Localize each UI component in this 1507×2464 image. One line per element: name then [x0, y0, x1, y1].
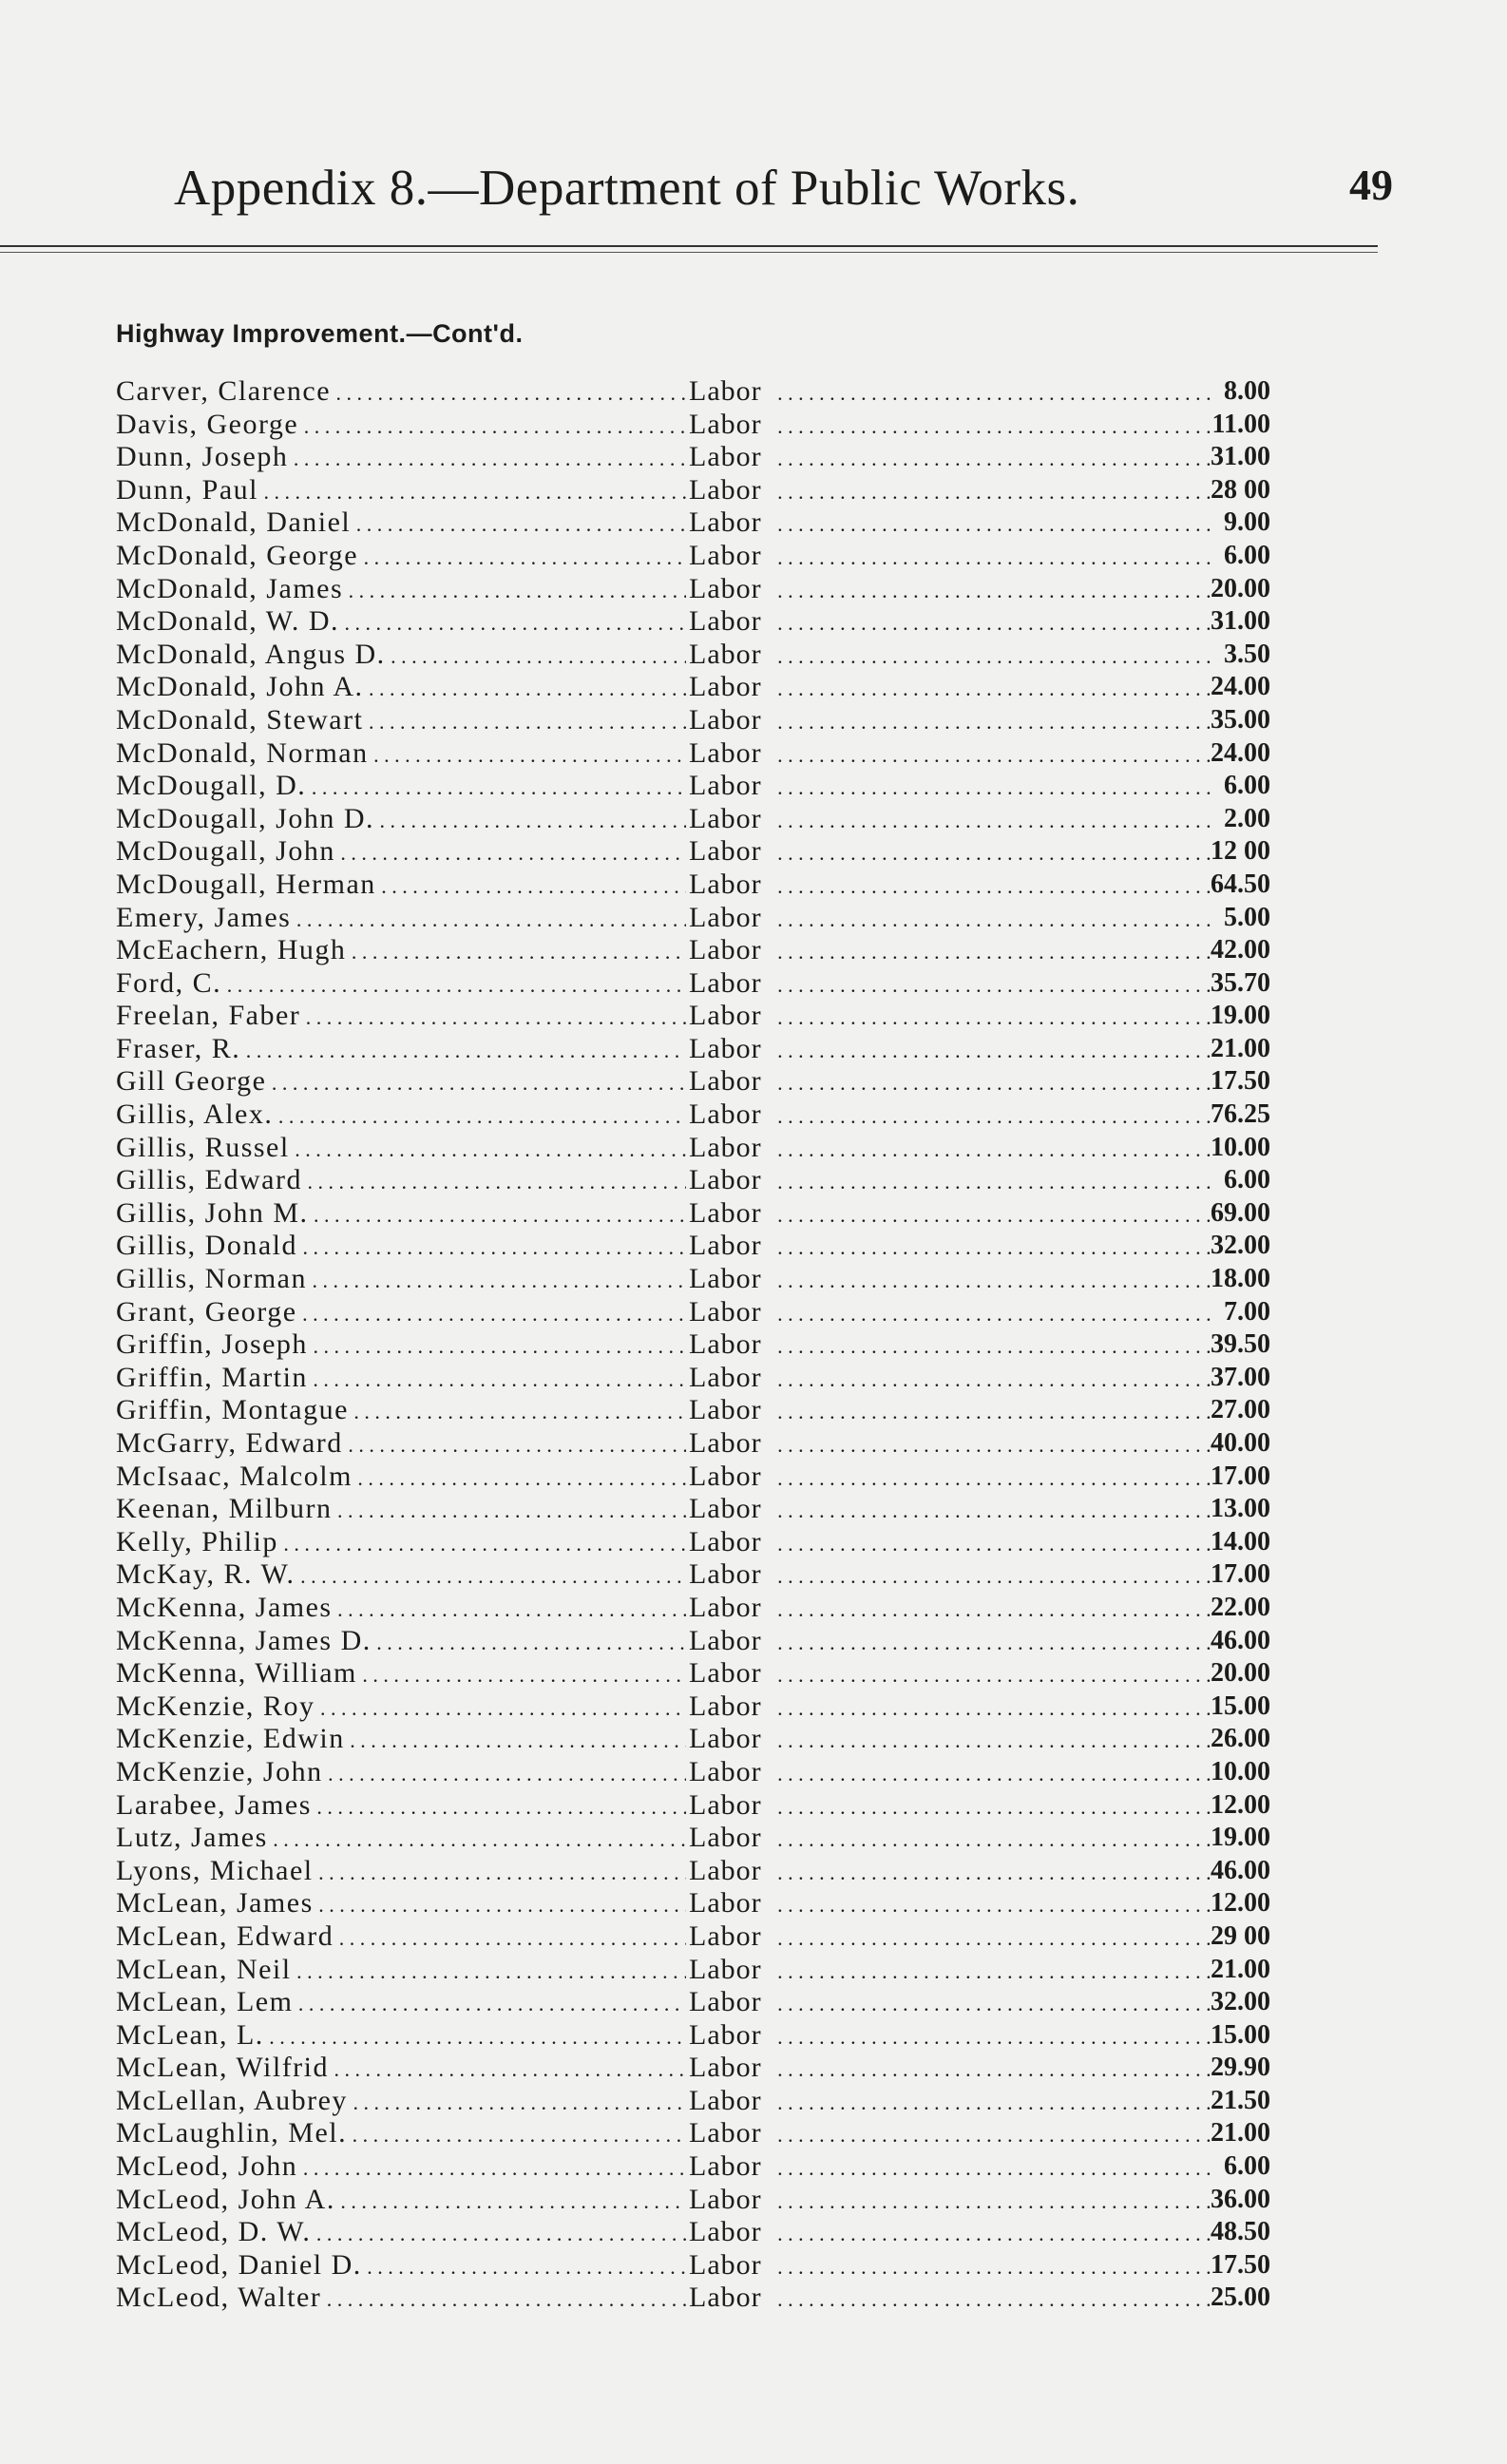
list-item	[116, 1164, 1270, 1197]
list-item	[116, 375, 1270, 409]
work-type: Labor . . .	[689, 1000, 1221, 1035]
payee-name: McLean, Edward . . .	[116, 1920, 686, 1956]
work-type: Labor . . .	[689, 1427, 1221, 1462]
amount: 21.00	[1211, 1954, 1270, 1984]
amount: 18.00	[1211, 1264, 1270, 1294]
page-header	[0, 143, 1507, 219]
payee-name: Ford, C. . . .	[116, 967, 686, 1003]
amount: 39.50	[1211, 1329, 1270, 1360]
payee-name: McKenna, James D. . . .	[116, 1625, 686, 1660]
amount: 37.00	[1211, 1362, 1270, 1392]
list-item	[116, 835, 1270, 869]
payee-name: McKenna, William . . .	[116, 1657, 686, 1692]
amount: 25.00	[1211, 2283, 1270, 2313]
work-type: Labor . . .	[689, 506, 1221, 542]
list-item	[116, 2184, 1270, 2217]
list-item	[116, 1954, 1270, 1987]
work-type: Labor . . .	[689, 2085, 1221, 2120]
running-title: Appendix 8.—Department of Public Works.	[174, 161, 1080, 216]
payee-name: McLean, L. . . .	[116, 2019, 686, 2054]
amount: 26.00	[1211, 1724, 1270, 1754]
payee-name: McDougall, John . . .	[116, 835, 686, 870]
amount: 46.00	[1211, 1625, 1270, 1655]
list-item	[116, 1362, 1270, 1395]
amount: 17.50	[1211, 1066, 1270, 1097]
list-item	[116, 639, 1270, 672]
list-item	[116, 1098, 1270, 1132]
amount: 21.00	[1211, 2118, 1270, 2149]
payee-name: Griffin, Martin . . .	[116, 1362, 686, 1397]
list-item	[116, 605, 1270, 639]
payee-name: McDonald, Daniel . . .	[116, 506, 686, 542]
payee-name: McLeod, John A. . . .	[116, 2184, 686, 2219]
work-type: Labor . . .	[689, 1789, 1221, 1824]
amount: 6.00	[1224, 771, 1270, 801]
list-item	[116, 1756, 1270, 1789]
list-item	[116, 1690, 1270, 1724]
list-item	[116, 1855, 1270, 1888]
list-item	[116, 441, 1270, 474]
work-type: Labor . . .	[689, 1394, 1221, 1429]
work-type: Labor . . .	[689, 1920, 1221, 1956]
work-type: Labor . . .	[689, 1657, 1221, 1692]
payee-name: McLeod, D. W. . . .	[116, 2216, 686, 2251]
list-item	[116, 1132, 1270, 1165]
list-item	[116, 573, 1270, 606]
list-item	[116, 409, 1270, 442]
amount: 15.00	[1211, 2019, 1270, 2050]
list-item	[116, 474, 1270, 507]
list-item	[116, 1493, 1270, 1526]
work-type: Labor . . .	[689, 409, 1221, 444]
amount: 76.25	[1211, 1099, 1270, 1130]
payee-name: McDonald, James . . .	[116, 573, 686, 608]
payee-name: Lyons, Michael . . .	[116, 1855, 686, 1890]
payee-name: Larabee, James . . .	[116, 1789, 686, 1824]
list-item	[116, 1427, 1270, 1461]
payee-name: Gillis, John M. . . .	[116, 1197, 686, 1232]
payee-name: McDonald, Stewart . . .	[116, 704, 686, 739]
work-type: Labor . . .	[689, 2184, 1221, 2219]
list-item	[116, 1986, 1270, 2019]
list-item	[116, 2085, 1270, 2118]
work-type: Labor . . .	[689, 671, 1221, 706]
amount: 7.00	[1224, 1296, 1270, 1327]
work-type: Labor . . .	[689, 967, 1221, 1003]
work-type: Labor . . .	[689, 1887, 1221, 1922]
work-type: Labor . . .	[689, 1526, 1221, 1561]
amount: 19.00	[1211, 1823, 1270, 1853]
payee-name: McLean, Wilfrid . . .	[116, 2052, 686, 2087]
work-type: Labor . . .	[689, 605, 1221, 640]
work-type: Labor . . .	[689, 1822, 1221, 1857]
payee-name: McDonald, W. D. . . .	[116, 605, 686, 640]
amount: 28 00	[1211, 474, 1270, 505]
amount: 10.00	[1211, 1132, 1270, 1162]
list-item	[116, 540, 1270, 573]
amount: 36.00	[1211, 2184, 1270, 2214]
section-heading: Highway Improvement.—Cont'd.	[116, 319, 524, 348]
amount: 31.00	[1211, 606, 1270, 637]
amount: 35.00	[1211, 704, 1270, 735]
amount: 32.00	[1211, 1987, 1270, 2017]
work-type: Labor . . .	[689, 1230, 1221, 1265]
amount: 48.50	[1211, 2217, 1270, 2247]
payee-name: McKenzie, Roy . . .	[116, 1690, 686, 1726]
work-type: Labor . . .	[689, 1197, 1221, 1232]
payee-name: Keenan, Milburn . . .	[116, 1493, 686, 1528]
payee-name: McLaughlin, Mel. . . .	[116, 2117, 686, 2152]
work-type: Labor . . .	[689, 1461, 1221, 1496]
work-type: Labor . . .	[689, 1164, 1221, 1199]
amount: 21.50	[1211, 2085, 1270, 2115]
payee-name: Kelly, Philip . . .	[116, 1526, 686, 1561]
amount: 21.00	[1211, 1033, 1270, 1063]
work-type: Labor . . .	[689, 1592, 1221, 1627]
work-type: Labor . . .	[689, 1098, 1221, 1134]
list-item	[116, 1263, 1270, 1296]
work-type: Labor . . .	[689, 639, 1221, 674]
amount: 6.00	[1224, 2151, 1270, 2182]
list-item	[116, 1592, 1270, 1625]
payee-name: Dunn, Paul . . .	[116, 474, 686, 509]
work-type: Labor . . .	[689, 441, 1221, 476]
amount: 31.00	[1211, 442, 1270, 472]
amount: 6.00	[1224, 1165, 1270, 1195]
payee-name: Griffin, Montague . . .	[116, 1394, 686, 1429]
amount: 17.00	[1211, 1461, 1270, 1491]
list-item	[116, 934, 1270, 967]
list-item	[116, 1723, 1270, 1756]
list-item	[116, 1920, 1270, 1954]
amount: 29.90	[1211, 2053, 1270, 2083]
payee-name: Lutz, James . . .	[116, 1822, 686, 1857]
payee-name: McLellan, Aubrey . . .	[116, 2085, 686, 2120]
header-rule	[0, 245, 1378, 247]
work-type: Labor . . .	[689, 1558, 1221, 1594]
payee-name: McLeod, John . . .	[116, 2150, 686, 2186]
amount: 12.00	[1211, 1789, 1270, 1820]
list-item	[116, 2216, 1270, 2249]
work-type: Labor . . .	[689, 803, 1221, 838]
list-item	[116, 2052, 1270, 2085]
payee-name: Carver, Clarence . . .	[116, 375, 686, 411]
work-type: Labor . . .	[689, 1625, 1221, 1660]
list-item	[116, 1296, 1270, 1329]
list-item	[116, 1657, 1270, 1690]
payee-name: McDougall, John D. . . .	[116, 803, 686, 838]
payee-name: Freelan, Faber . . .	[116, 1000, 686, 1035]
work-type: Labor . . .	[689, 1132, 1221, 1167]
payee-name: Griffin, Joseph . . .	[116, 1328, 686, 1364]
amount: 17.00	[1211, 1559, 1270, 1590]
list-item	[116, 2282, 1270, 2315]
work-type: Labor . . .	[689, 375, 1221, 411]
work-type: Labor . . .	[689, 835, 1221, 870]
payee-name: Gill George . . .	[116, 1065, 686, 1100]
list-item	[116, 1065, 1270, 1098]
work-type: Labor . . .	[689, 2216, 1221, 2251]
work-type: Labor . . .	[689, 902, 1221, 937]
work-type: Labor . . .	[689, 1362, 1221, 1397]
amount: 9.00	[1224, 507, 1270, 538]
work-type: Labor . . .	[689, 2282, 1221, 2317]
payee-name: Emery, James . . .	[116, 902, 686, 937]
list-item	[116, 869, 1270, 902]
list-item	[116, 2019, 1270, 2053]
work-type: Labor . . .	[689, 2019, 1221, 2054]
work-type: Labor . . .	[689, 1493, 1221, 1528]
payee-name: Grant, George . . .	[116, 1296, 686, 1331]
work-type: Labor . . .	[689, 1033, 1221, 1068]
list-item	[116, 1461, 1270, 1494]
work-type: Labor . . .	[689, 934, 1221, 969]
list-item	[116, 2117, 1270, 2150]
list-item	[116, 770, 1270, 803]
payee-name: McLeod, Daniel D. . . .	[116, 2249, 686, 2284]
work-type: Labor . . .	[689, 869, 1221, 904]
list-item	[116, 967, 1270, 1001]
list-item	[116, 1822, 1270, 1855]
payee-name: McLean, James . . .	[116, 1887, 686, 1922]
list-item	[116, 1526, 1270, 1559]
payee-name: McGarry, Edward . . .	[116, 1427, 686, 1462]
amount: 24.00	[1211, 672, 1270, 702]
payee-name: McKenna, James . . .	[116, 1592, 686, 1627]
list-item	[116, 704, 1270, 737]
payee-name: Gillis, Donald . . .	[116, 1230, 686, 1265]
list-item	[116, 1230, 1270, 1263]
page-number: 49	[1349, 161, 1393, 209]
amount: 40.00	[1211, 1428, 1270, 1458]
work-type: Labor . . .	[689, 770, 1221, 805]
list-item	[116, 671, 1270, 704]
payment-list	[116, 375, 1270, 2315]
work-type: Labor . . .	[689, 2117, 1221, 2152]
amount: 20.00	[1211, 573, 1270, 603]
list-item	[116, 1887, 1270, 1920]
work-type: Labor . . .	[689, 1296, 1221, 1331]
work-type: Labor . . .	[689, 1954, 1221, 1989]
payee-name: McDougall, D. . . .	[116, 770, 686, 805]
amount: 5.00	[1224, 902, 1270, 932]
amount: 13.00	[1211, 1494, 1270, 1524]
work-type: Labor . . .	[689, 474, 1221, 509]
work-type: Labor . . .	[689, 540, 1221, 575]
list-item	[116, 506, 1270, 540]
list-item	[116, 803, 1270, 836]
amount: 42.00	[1211, 935, 1270, 965]
amount: 29 00	[1211, 1920, 1270, 1951]
amount: 32.00	[1211, 1231, 1270, 1261]
amount: 15.00	[1211, 1690, 1270, 1721]
amount: 22.00	[1211, 1592, 1270, 1622]
amount: 2.00	[1224, 803, 1270, 833]
list-item	[116, 1789, 1270, 1823]
amount: 20.00	[1211, 1658, 1270, 1689]
amount: 12.00	[1211, 1888, 1270, 1919]
amount: 19.00	[1211, 1001, 1270, 1031]
list-item	[116, 902, 1270, 935]
list-item	[116, 1033, 1270, 1066]
work-type: Labor . . .	[689, 1328, 1221, 1364]
payee-name: McDonald, Norman . . .	[116, 737, 686, 773]
list-item	[116, 2249, 1270, 2283]
work-type: Labor . . .	[689, 1986, 1221, 2021]
work-type: Labor . . .	[689, 2249, 1221, 2284]
payee-name: McDougall, Herman . . .	[116, 869, 686, 904]
payee-name: McDonald, Angus D. . . .	[116, 639, 686, 674]
payee-name: McIsaac, Malcolm . . .	[116, 1461, 686, 1496]
list-item	[116, 1197, 1270, 1231]
work-type: Labor . . .	[689, 573, 1221, 608]
amount: 69.00	[1211, 1197, 1270, 1228]
work-type: Labor . . .	[689, 1723, 1221, 1758]
work-type: Labor . . .	[689, 1855, 1221, 1890]
list-item	[116, 737, 1270, 771]
payee-name: Fraser, R. . . .	[116, 1033, 686, 1068]
payee-name: Gillis, Alex. . . .	[116, 1098, 686, 1134]
work-type: Labor . . .	[689, 2052, 1221, 2087]
payee-name: McLean, Lem . . .	[116, 1986, 686, 2021]
work-type: Labor . . .	[689, 1263, 1221, 1298]
payee-name: Gillis, Russel . . .	[116, 1132, 686, 1167]
work-type: Labor . . .	[689, 1756, 1221, 1791]
payee-name: McKenzie, John . . .	[116, 1756, 686, 1791]
amount: 17.50	[1211, 2249, 1270, 2280]
payee-name: McKenzie, Edwin . . .	[116, 1723, 686, 1758]
payee-name: McDonald, John A. . . .	[116, 671, 686, 706]
amount: 46.00	[1211, 1855, 1270, 1885]
list-item	[116, 1328, 1270, 1362]
list-item	[116, 1625, 1270, 1658]
work-type: Labor . . .	[689, 1065, 1221, 1100]
amount: 10.00	[1211, 1756, 1270, 1786]
work-type: Labor . . .	[689, 2150, 1221, 2186]
amount: 12 00	[1211, 836, 1270, 867]
list-item	[116, 1000, 1270, 1033]
payee-name: McLean, Neil . . .	[116, 1954, 686, 1989]
list-item	[116, 1558, 1270, 1592]
amount: 6.00	[1224, 540, 1270, 570]
payee-name: McEachern, Hugh . . .	[116, 934, 686, 969]
list-item	[116, 2150, 1270, 2184]
list-item	[116, 1394, 1270, 1427]
amount: 8.00	[1224, 376, 1270, 406]
payee-name: Gillis, Norman . . .	[116, 1263, 686, 1298]
amount: 27.00	[1211, 1395, 1270, 1425]
amount: 35.70	[1211, 967, 1270, 998]
payee-name: Dunn, Joseph . . .	[116, 441, 686, 476]
amount: 14.00	[1211, 1526, 1270, 1557]
amount: 11.00	[1211, 409, 1270, 439]
payee-name: Davis, George . . .	[116, 409, 686, 444]
payee-name: Gillis, Edward . . .	[116, 1164, 686, 1199]
header-rule-thin	[0, 252, 1378, 253]
payee-name: McKay, R. W. . . .	[116, 1558, 686, 1594]
payee-name: McDonald, George . . .	[116, 540, 686, 575]
work-type: Labor . . .	[689, 737, 1221, 773]
work-type: Labor . . .	[689, 1690, 1221, 1726]
amount: 64.50	[1211, 869, 1270, 899]
amount: 3.50	[1224, 639, 1270, 669]
payee-name: McLeod, Walter . . .	[116, 2282, 686, 2317]
work-type: Labor . . .	[689, 704, 1221, 739]
amount: 24.00	[1211, 737, 1270, 768]
